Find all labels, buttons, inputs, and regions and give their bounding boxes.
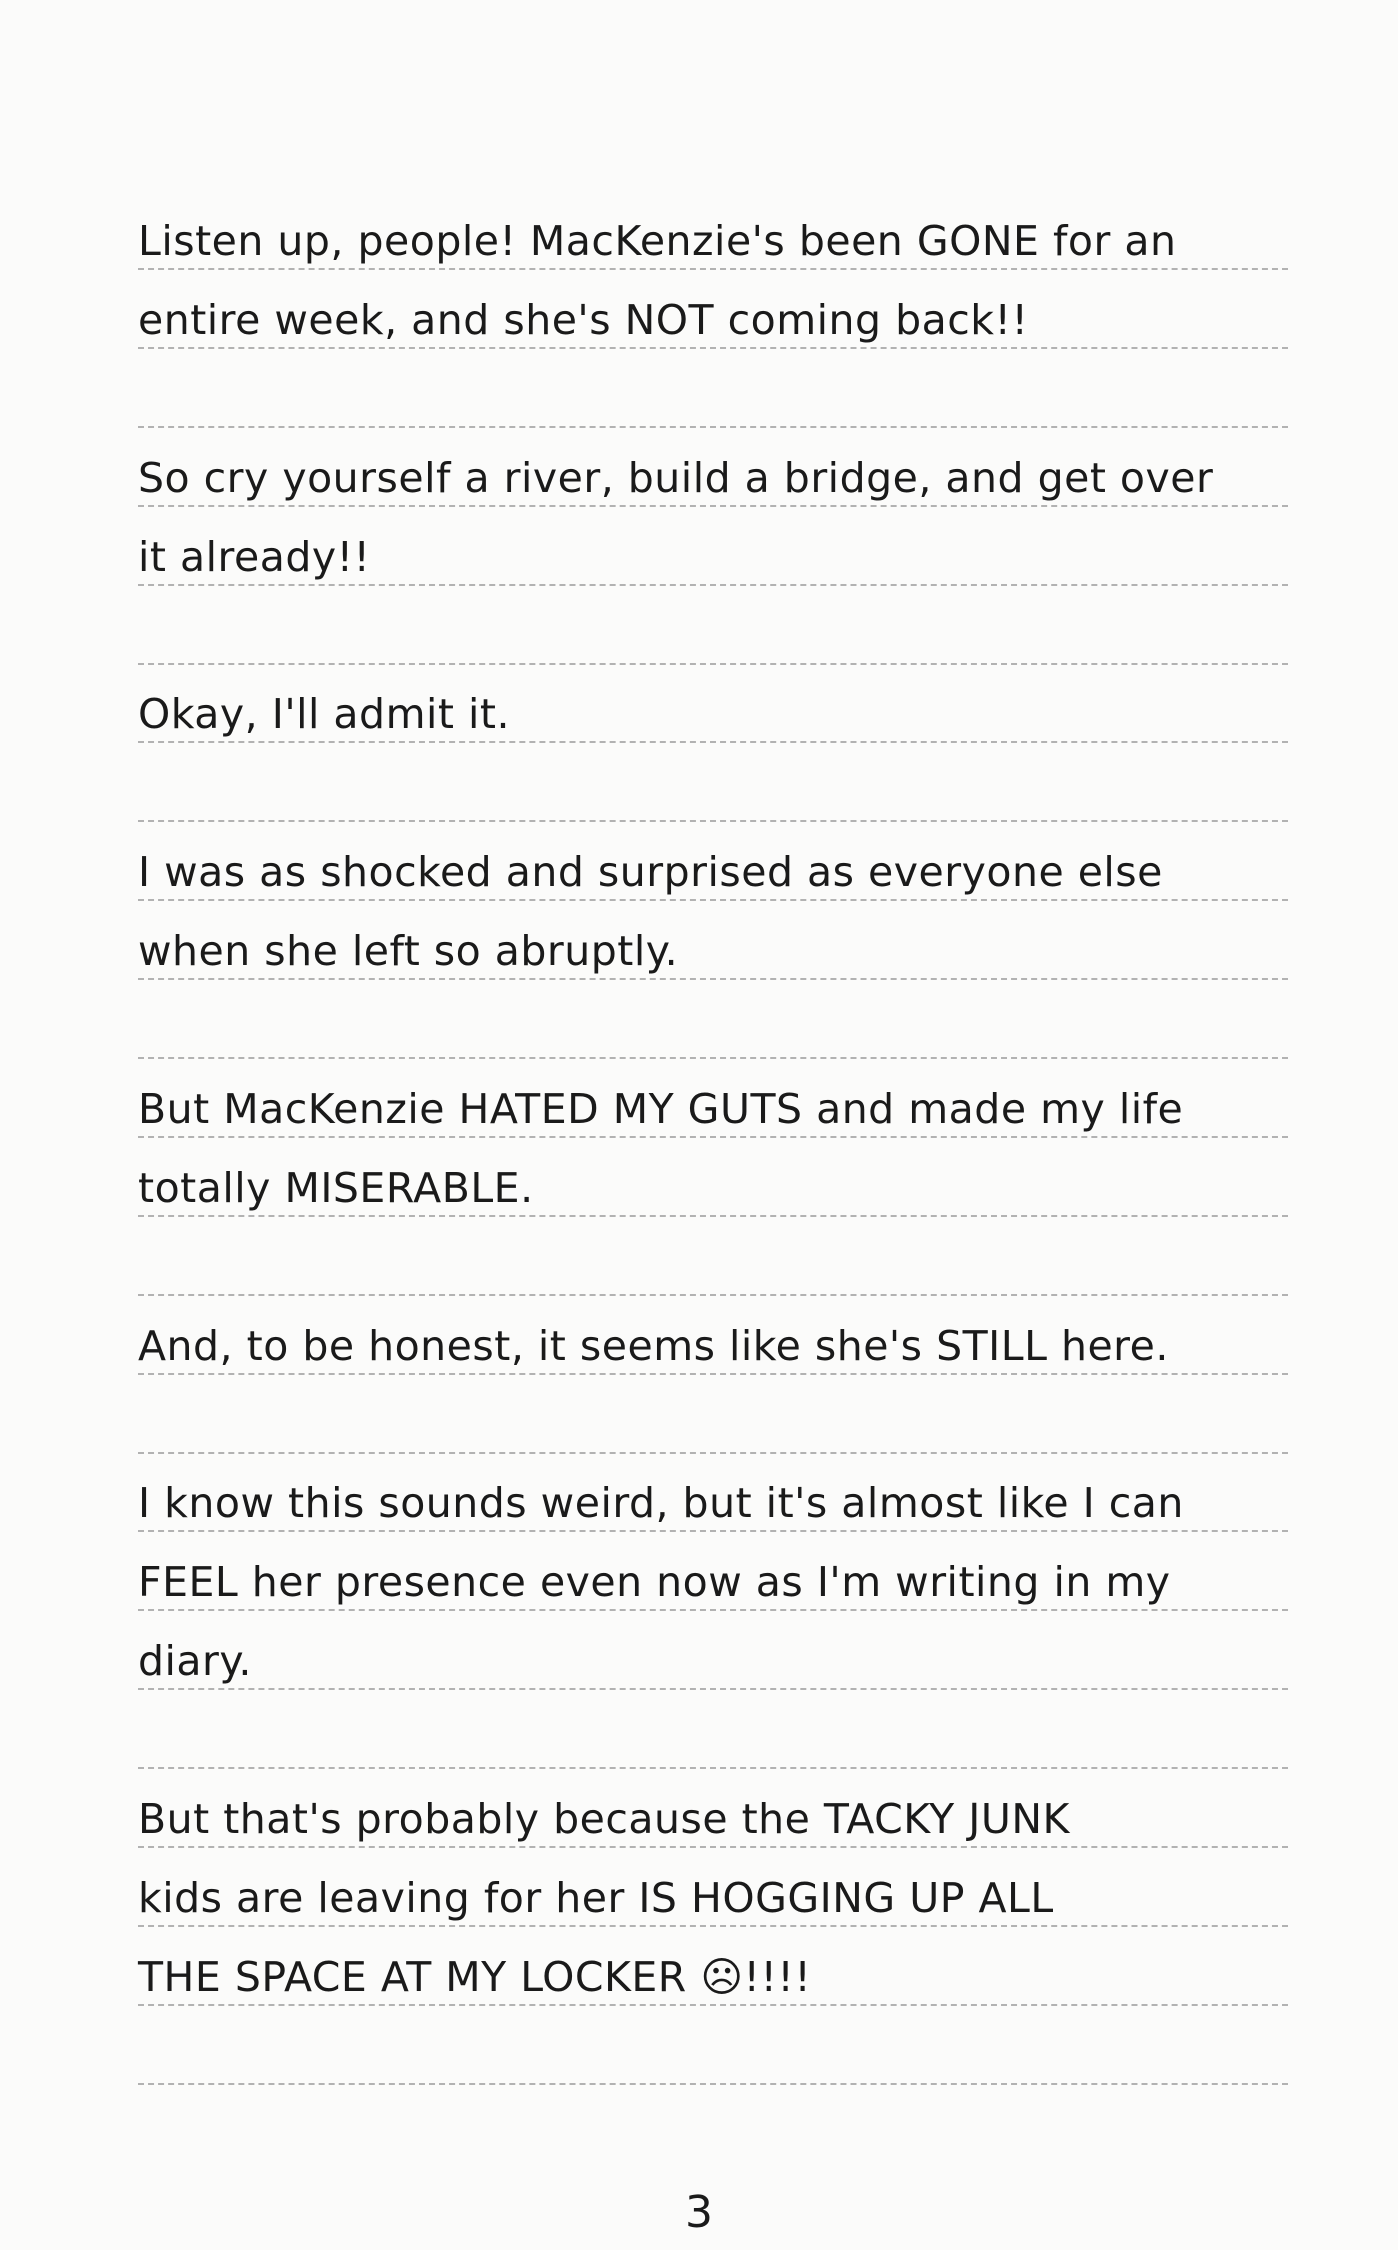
rule-line: [138, 2004, 1288, 2006]
text-line: THE SPACE AT MY LOCKER ☹!!!!: [138, 1953, 812, 2001]
rule-line: [138, 2083, 1288, 2085]
text-line: Listen up, people! MacKenzie's been GONE for an: [138, 217, 1177, 265]
text-line: when she left so abruptly.: [138, 927, 679, 975]
text-line: But that's probably because the TACKY JUNK: [138, 1795, 1070, 1843]
rule-line: [138, 978, 1288, 980]
text-line: [138, 374, 1288, 424]
rule-line: [138, 1688, 1288, 1690]
text-line: totally MISERABLE.: [138, 1164, 534, 1212]
page-number: 3: [685, 2187, 713, 2238]
rule-line: [138, 1767, 1288, 1769]
rule-line: [138, 1136, 1288, 1138]
text-line: [138, 1715, 1288, 1765]
rule-line: [138, 1530, 1288, 1532]
text-line: [138, 1242, 1288, 1292]
rule-line: [138, 899, 1288, 901]
text-line: it already!!: [138, 533, 371, 581]
text-line: entire week, and she's NOT coming back!!: [138, 296, 1029, 344]
text-line: And, to be honest, it seems like she's STILL here.: [138, 1322, 1169, 1370]
rule-line: [138, 1846, 1288, 1848]
rule-line: [138, 1057, 1288, 1059]
rule-line: [138, 1294, 1288, 1296]
rule-line: [138, 505, 1288, 507]
rule-line: [138, 347, 1288, 349]
text-line: diary.: [138, 1637, 252, 1685]
text-line: But MacKenzie HATED MY GUTS and made my life: [138, 1085, 1184, 1133]
rule-line: [138, 663, 1288, 665]
rule-line: [138, 1215, 1288, 1217]
text-line: FEEL her presence even now as I'm writing in my: [138, 1558, 1171, 1606]
text-line: [138, 1005, 1288, 1055]
rule-line: [138, 268, 1288, 270]
text-line: [138, 1400, 1288, 1450]
rule-line: [138, 820, 1288, 822]
rule-line: [138, 426, 1288, 428]
rule-line: [138, 1609, 1288, 1611]
rule-line: [138, 584, 1288, 586]
text-line: So cry yourself a river, build a bridge, and get over: [138, 454, 1214, 502]
text-line: [138, 611, 1288, 661]
text-line: kids are leaving for her IS HOGGING UP ALL: [138, 1874, 1054, 1922]
text-line: [138, 768, 1288, 818]
rule-line: [138, 1373, 1288, 1375]
text-line: [138, 2031, 1288, 2081]
text-line: I was as shocked and surprised as everyone else: [138, 848, 1163, 896]
rule-line: [138, 1452, 1288, 1454]
rule-line: [138, 1925, 1288, 1927]
rule-line: [138, 741, 1288, 743]
text-line: I know this sounds weird, but it's almost like I can: [138, 1479, 1184, 1527]
text-line: Okay, I'll admit it.: [138, 690, 511, 738]
